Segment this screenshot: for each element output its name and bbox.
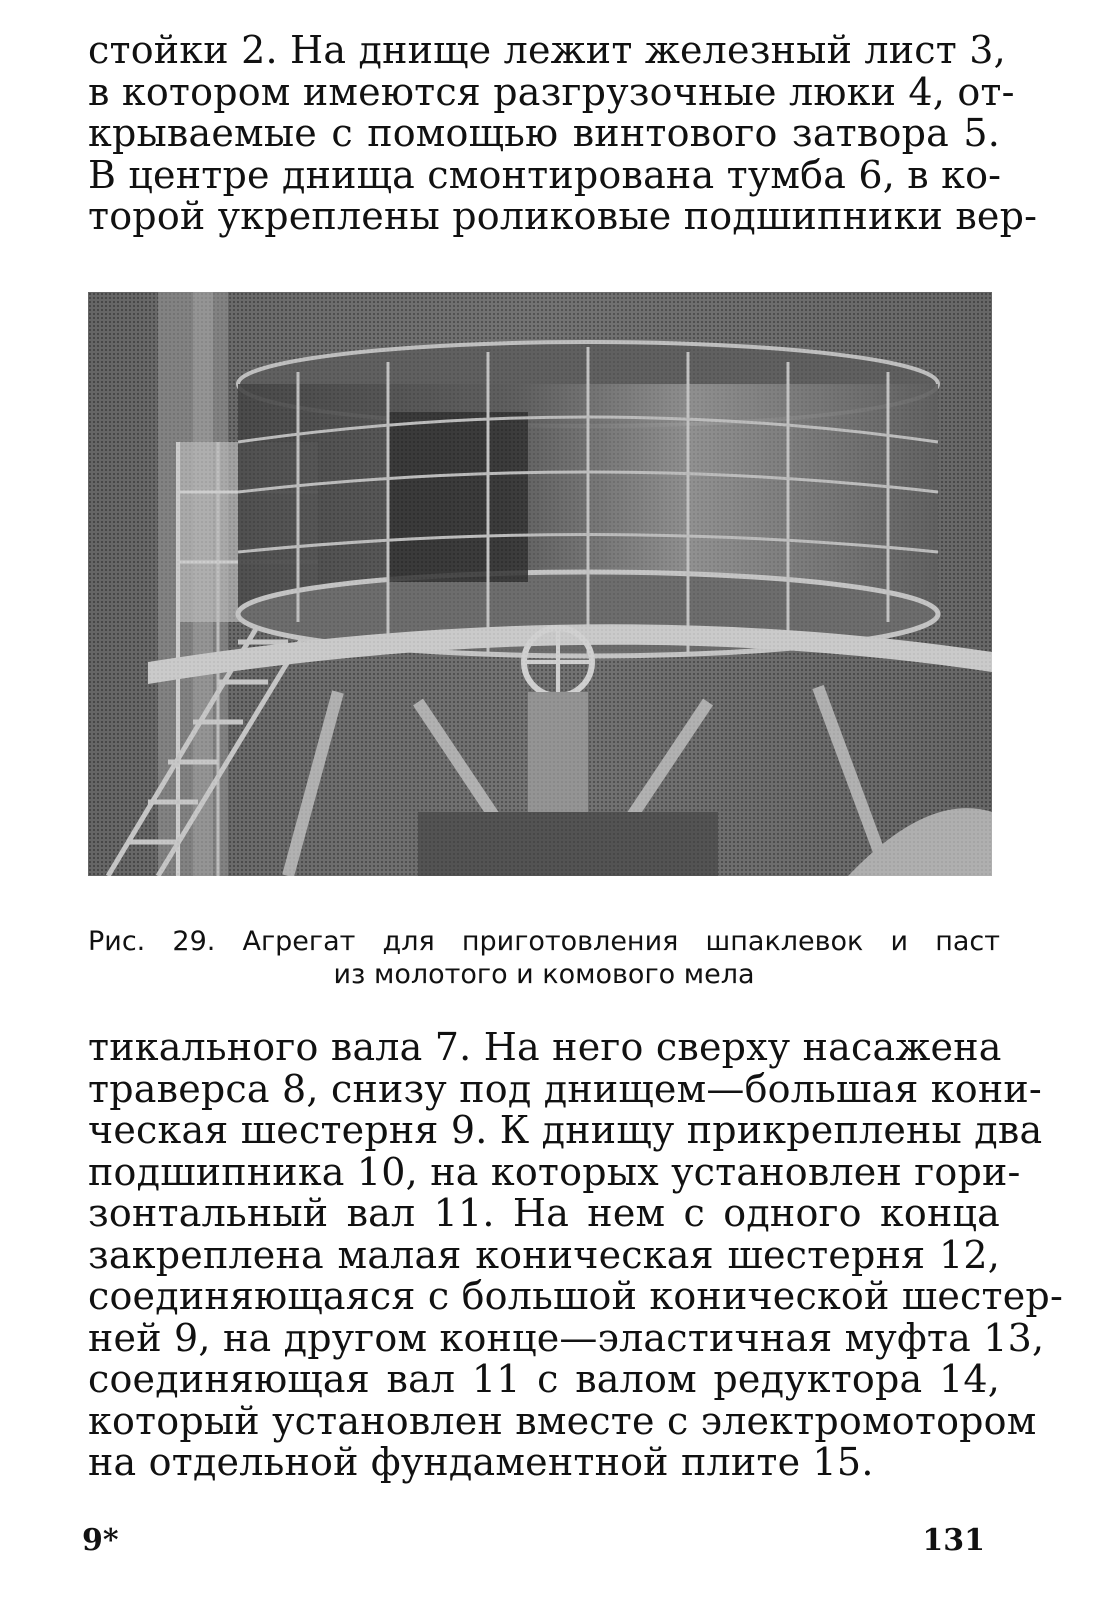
text-line: В центре днища смонтирована тумба 6, в ко- xyxy=(88,152,1002,197)
text-line: тикального вала 7. На него сверху насажена xyxy=(88,1025,1002,1069)
text-line: закреплена малая коническая шестерня 12, xyxy=(88,1232,1000,1277)
text-line: стойки 2. На днище лежит железный лист 3, xyxy=(88,28,1006,72)
text-line: ческая шестерня 9. К днищу прикреплены два xyxy=(88,1108,1043,1152)
caption-line: из молотого и комового мела xyxy=(333,959,755,990)
text-line: траверса 8, снизу под днищем—большая кони- xyxy=(88,1066,1042,1111)
caption-line: Рис. 29. Агрегат для приготовления шпаклевок и паст xyxy=(88,926,1000,957)
text-line: торой укреплены роликовые подшипники вер- xyxy=(88,194,1038,238)
text-line: подшипника 10, на которых установлен гори- xyxy=(88,1149,1021,1194)
page-number: 131 xyxy=(922,1523,985,1558)
bottom-paragraph xyxy=(88,1025,1063,1484)
text-line: зонтальный вал 11. На нем с одного конца xyxy=(88,1191,1000,1235)
top-paragraph xyxy=(88,28,1038,238)
text-line: крываемые с помощью винтового затвора 5. xyxy=(88,111,1000,155)
figure-caption xyxy=(88,925,1000,991)
text-line: соединяющая вал 11 с валом редуктора 14, xyxy=(88,1357,1000,1401)
text-line: ней 9, на другом конце—эластичная муфта 13, xyxy=(88,1315,1045,1360)
text-line: в котором имеются разгрузочные люки 4, от- xyxy=(88,69,1015,114)
text-line: на отдельной фундаментной плите 15. xyxy=(88,1440,874,1484)
figure-photo xyxy=(88,292,992,876)
machine-photo-illustration xyxy=(88,292,992,876)
signature-mark: 9* xyxy=(82,1523,119,1558)
text-line: соединяющаяся с большой конической шестер- xyxy=(88,1274,1063,1318)
text-line: который установлен вместе с электромотором xyxy=(88,1398,1037,1443)
